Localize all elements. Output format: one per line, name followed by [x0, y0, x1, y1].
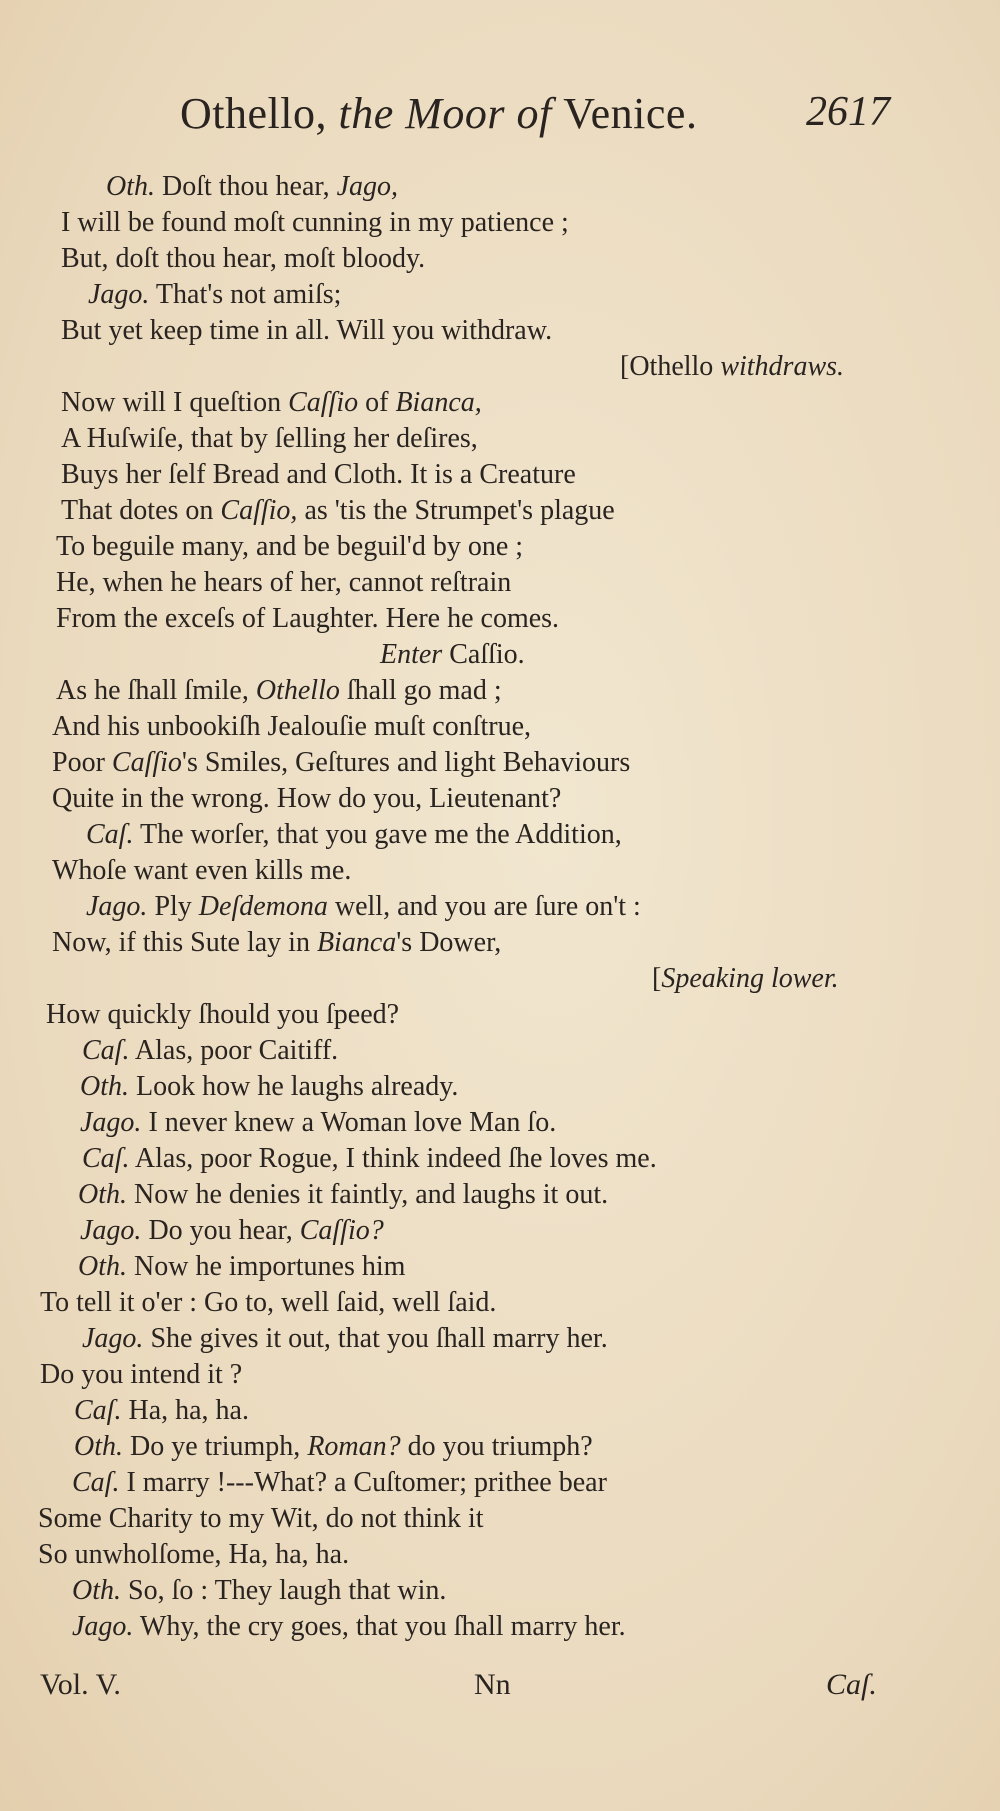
text-line — [46, 997, 399, 1033]
text-line — [86, 817, 622, 853]
roman-text: Some Charity to my Wit, do not think it — [38, 1503, 484, 1534]
text-line — [61, 205, 569, 241]
roman-text: To beguile many, and be beguil'd by one ; — [56, 531, 524, 562]
italic-text: Oth. — [106, 171, 155, 202]
text-line — [61, 421, 478, 457]
text-line — [56, 529, 523, 565]
roman-text: Whoſe want even kills me. — [52, 855, 352, 886]
italic-text: Jago. — [80, 1107, 142, 1138]
roman-text: Ply — [147, 891, 199, 922]
roman-text: Now he importunes him — [127, 1251, 406, 1282]
italic-text: Jago. — [82, 1323, 144, 1354]
title-part-2: the Moor of — [338, 89, 564, 138]
text-line — [380, 637, 525, 673]
roman-text: Do you hear, — [141, 1215, 300, 1246]
text-line — [38, 1501, 484, 1537]
text-line — [52, 853, 351, 889]
text-line — [56, 565, 511, 601]
italic-text: Oth. — [72, 1575, 121, 1606]
roman-text: That's not amiſs; — [149, 279, 342, 310]
italic-text: Caſſio — [111, 747, 182, 778]
roman-text: Quite in the wrong. How do you, Lieutenant? — [52, 783, 562, 814]
roman-text: That dotes on — [61, 495, 221, 526]
italic-text: withdraws. — [720, 351, 845, 382]
roman-text: well, and you are ſure on't : — [327, 891, 641, 922]
italic-text: Oth. — [78, 1179, 127, 1210]
text-line — [40, 1357, 242, 1393]
title-part-1: Othello, — [180, 89, 339, 138]
text-line — [40, 1285, 496, 1321]
italic-text: Caſ. — [72, 1467, 120, 1498]
page-title — [180, 88, 697, 139]
roman-text: [Othello — [620, 351, 721, 382]
text-line — [52, 781, 561, 817]
italic-text: Speaking lower. — [661, 963, 839, 994]
italic-text: Othello — [255, 675, 340, 706]
roman-text: Do ye triumph, — [123, 1431, 308, 1462]
catchword: Caſ. — [826, 1668, 877, 1701]
italic-text: Caſ. — [82, 1035, 130, 1066]
roman-text: To tell it o'er : Go to, well ſaid, well ſaid. — [40, 1287, 497, 1318]
signature-mark: Nn — [474, 1668, 511, 1701]
roman-text: But yet keep time in all. Will you withdraw. — [61, 315, 553, 346]
text-line — [74, 1393, 249, 1429]
text-line — [80, 1105, 556, 1141]
italic-text: Jago. — [86, 891, 148, 922]
text-line — [88, 277, 341, 313]
text-line — [72, 1465, 607, 1501]
roman-text: She gives it out, that you ſhall marry her. — [143, 1323, 608, 1354]
roman-text: Now will I queſtion — [61, 387, 289, 418]
italic-text: Bianca, — [395, 387, 482, 418]
roman-text: do you triumph? — [400, 1431, 593, 1462]
italic-text: Jago. — [80, 1215, 142, 1246]
text-line — [56, 673, 502, 709]
italic-text: Caſ. — [86, 819, 134, 850]
roman-text: As he ſhall ſmile, — [56, 675, 256, 706]
text-line — [61, 493, 615, 529]
roman-text: How quickly ſhould you ſpeed? — [46, 999, 400, 1030]
text-line — [52, 925, 501, 961]
italic-text: Caſ. — [74, 1395, 122, 1426]
roman-text: Alas, poor Rogue, I think indeed ſhe loves me. — [129, 1143, 657, 1174]
text-line — [78, 1177, 608, 1213]
roman-text: And his unbookiſh Jealouſie muſt conſtrue, — [52, 711, 532, 742]
text-line — [106, 169, 398, 205]
italic-text: Enter — [380, 639, 443, 670]
title-part-3: Venice. — [563, 89, 698, 138]
roman-text: Doſt thou hear, — [155, 171, 337, 202]
text-line — [61, 385, 482, 421]
roman-text: [ — [652, 963, 662, 994]
roman-text: Do you intend it ? — [40, 1359, 243, 1390]
page-number: 2617 — [806, 89, 890, 135]
italic-text: Oth. — [78, 1251, 127, 1282]
text-line — [56, 601, 559, 637]
text-line — [82, 1033, 338, 1069]
roman-text: I never knew a Woman love Man ſo. — [141, 1107, 557, 1138]
italic-text: Caſſio, — [220, 495, 298, 526]
text-line — [52, 745, 630, 781]
roman-text: From the exceſs of Laughter. Here he comes. — [56, 603, 560, 634]
italic-text: Bianca — [316, 927, 397, 958]
roman-text: But, doſt thou hear, moſt bloody. — [61, 243, 426, 274]
text-line — [82, 1321, 608, 1357]
roman-text: Buys her ſelf Bread and Cloth. It is a Creature — [61, 459, 576, 490]
text-line — [61, 457, 576, 493]
italic-text: Caſſio — [288, 387, 359, 418]
roman-text: I marry !---What? a Cuſtomer; prithee bear — [119, 1467, 607, 1498]
text-line — [80, 1069, 458, 1105]
text-line — [38, 1537, 349, 1573]
text-line — [52, 709, 531, 745]
text-line — [86, 889, 641, 925]
roman-text: of — [358, 387, 396, 418]
roman-text: So unwholſome, Ha, ha, ha. — [38, 1539, 350, 1570]
roman-text: Poor — [52, 747, 112, 778]
text-line — [72, 1609, 626, 1645]
roman-text: The worſer, that you gave me the Addition, — [133, 819, 622, 850]
text-line — [80, 1213, 384, 1249]
text-line — [61, 313, 552, 349]
roman-text: Why, the cry goes, that you ſhall marry her. — [133, 1611, 626, 1642]
roman-text: ſhall go mad ; — [339, 675, 502, 706]
roman-text: A Huſwiſe, that by ſelling her deſires, — [61, 423, 478, 454]
volume-label: Vol. V. — [40, 1668, 121, 1701]
roman-text: Alas, poor Caitiff. — [129, 1035, 339, 1066]
roman-text: Look how he laughs already. — [129, 1071, 459, 1102]
italic-text: Caſ. — [82, 1143, 130, 1174]
italic-text: Oth. — [80, 1071, 129, 1102]
italic-text: Deſdemona — [198, 891, 328, 922]
text-line — [82, 1141, 657, 1177]
roman-text: Now he denies it faintly, and laughs it out. — [127, 1179, 609, 1210]
roman-text: Caſſio. — [442, 639, 525, 670]
text-line — [652, 961, 839, 997]
italic-text: Caſſio? — [299, 1215, 384, 1246]
text-line — [78, 1249, 405, 1285]
italic-text: Jago. — [72, 1611, 134, 1642]
roman-text: I will be found moſt cunning in my patience ; — [61, 207, 569, 238]
roman-text: 's Dower, — [396, 927, 502, 958]
roman-text: Now, if this Sute lay in — [52, 927, 317, 958]
roman-text: He, when he hears of her, cannot reſtrain — [56, 567, 512, 598]
text-line — [61, 241, 425, 277]
roman-text: 's Smiles, Geſtures and light Behaviours — [181, 747, 631, 778]
roman-text: So, ſo : They laugh that win. — [121, 1575, 447, 1606]
italic-text: Jago. — [88, 279, 150, 310]
text-line — [74, 1429, 593, 1465]
text-line — [620, 349, 844, 385]
italic-text: Jago, — [336, 171, 399, 202]
italic-text: Roman? — [307, 1431, 401, 1462]
italic-text: Oth. — [74, 1431, 123, 1462]
text-line — [72, 1573, 446, 1609]
roman-text: Ha, ha, ha. — [121, 1395, 249, 1426]
roman-text: as 'tis the Strumpet's plague — [297, 495, 615, 526]
